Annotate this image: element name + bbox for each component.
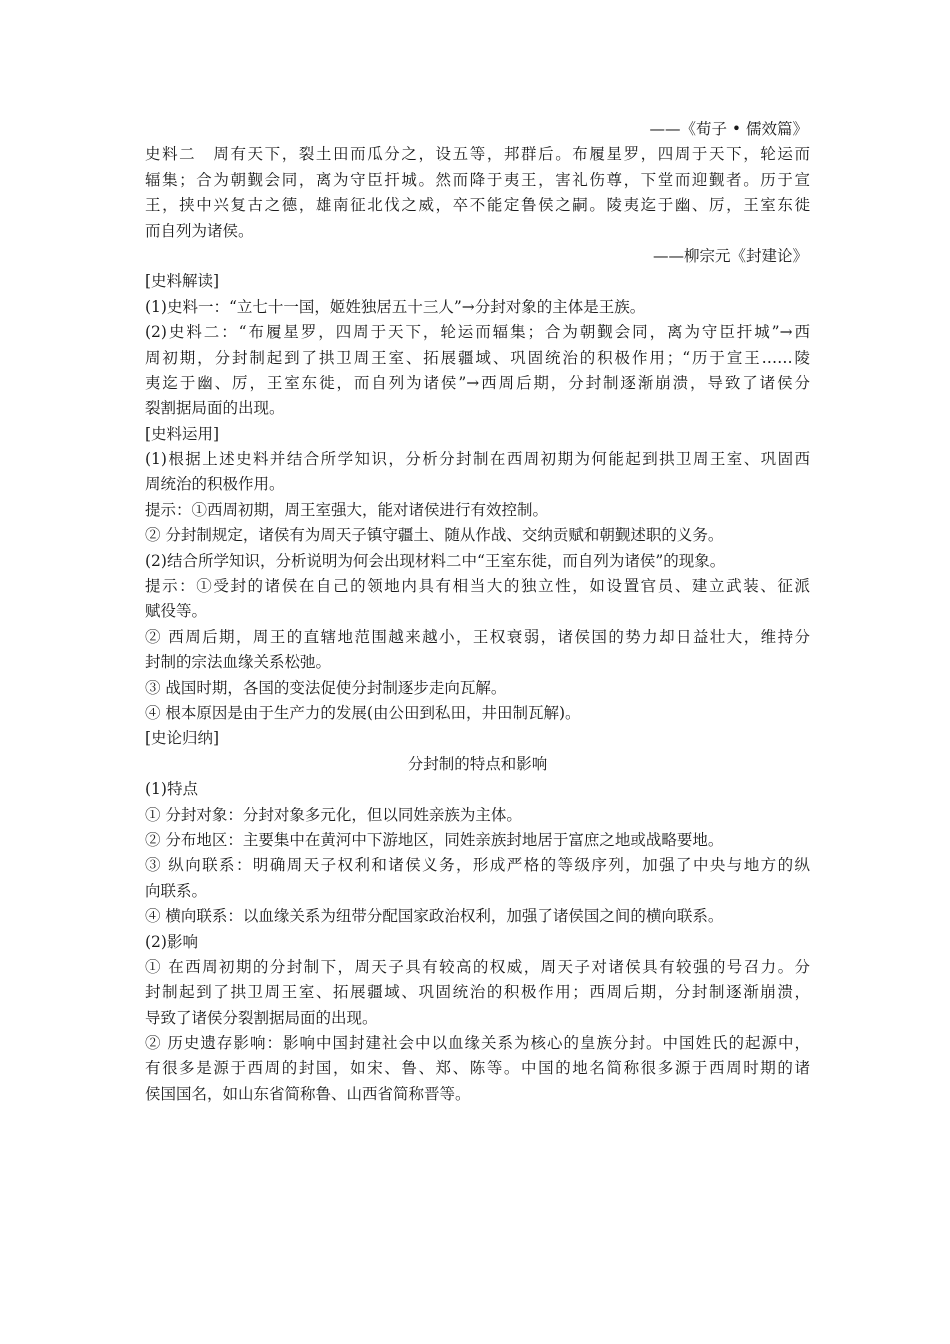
text-line: (1)史料一：“立七十一国，姬姓独居五十三人”→分封对象的主体是王族。: [145, 297, 646, 316]
text-line: 封制起到了拱卫周王室、拓展疆域、巩固统治的积极作用；西周后期，分封制逐渐崩溃，: [145, 983, 810, 1002]
text-line: 裂割据局面的出现。: [145, 399, 285, 418]
text-line: 而自列为诸侯。: [145, 221, 254, 240]
text-line: [史料运用]: [145, 424, 220, 443]
text-line: ——《荀子 • 儒效篇》: [649, 120, 808, 138]
text-line: 周统治的积极作用。: [145, 475, 285, 494]
text-line: ④ 根本原因是由于生产力的发展(由公田到私田，井田制瓦解)。: [145, 703, 581, 722]
text-line: 分封制的特点和影响: [407, 754, 548, 773]
text-line: 导致了诸侯分裂割据局面的出现。: [145, 1008, 378, 1027]
text-line: 夷迄于幽、厉，王室东徙，而自列为诸侯”→西周后期，分封制逐渐崩溃，导致了诸侯分: [145, 373, 810, 392]
text-line: 侯国国名，如山东省简称鲁、山西省简称晋等。: [145, 1084, 471, 1103]
text-line: (2)结合所学知识，分析说明为何会出现材料二中“王室东徙，而自列为诸侯”的现象。: [145, 551, 726, 570]
text-line: ② 西周后期，周王的直辖地范围越来越小，王权衰弱，诸侯国的势力却日益壮大，维持分: [145, 627, 810, 646]
text-line: 提示：①受封的诸侯在自己的领地内具有相当大的独立性，如设置官员、建立武装、征派: [145, 577, 810, 596]
text-line: 有很多是源于西周的封国，如宋、鲁、郑、陈等。中国的地名简称很多源于西周时期的诸: [145, 1059, 810, 1078]
text-line: (2)史料二：“布履星罗，四周于天下，轮运而辐集；合为朝觐会同，离为守臣扞城”→西: [145, 323, 810, 342]
text-line: ——柳宗元《封建论》: [652, 246, 808, 265]
text-line: (1)根据上述史料并结合所学知识，分析分封制在西周初期为何能起到拱卫周王室、巩固西: [145, 450, 810, 469]
text-line: 王，挟中兴复古之德，雄南征北伐之威，卒不能定鲁侯之嗣。陵夷迄于幽、厉，王室东徙: [145, 196, 810, 215]
text-line: ② 历史遗存影响：影响中国封建社会中以血缘关系为核心的皇族分封。中国姓氏的起源中，: [145, 1034, 810, 1053]
text-line: ① 在西周初期的分封制下，周天子具有较高的权威，周天子对诸侯具有较强的号召力。分: [145, 957, 810, 976]
document-body: [145, 117, 810, 1107]
text-line: (1)特点: [145, 780, 198, 799]
text-line: ③ 战国时期，各国的变法促使分封制逐步走向瓦解。: [145, 678, 507, 697]
text-line: (2)影响: [145, 932, 198, 951]
text-line: ② 分布地区：主要集中在黄河中下游地区，同姓亲族封地居于富庶之地或战略要地。: [145, 830, 724, 849]
text-line: 辐集；合为朝觐会同，离为守臣扞城。然而降于夷王，害礼伤尊，下堂而迎觐者。历于宣: [145, 170, 810, 189]
text-line: 周初期，分封制起到了拱卫周王室、拓展疆域、巩固统治的积极作用；“历于宣王……陵: [145, 348, 810, 367]
text-line: 向联系。: [145, 881, 208, 900]
text-line: ③ 纵向联系：明确周天子权利和诸侯义务，形成严格的等级序列，加强了中央与地方的纵: [145, 856, 810, 875]
text-line: 赋役等。: [145, 602, 208, 621]
text-line: ④ 横向联系：以血缘关系为纽带分配国家政治权利，加强了诸侯国之间的横向联系。: [145, 907, 724, 926]
text-line: [史论归纳]: [145, 729, 220, 748]
text-line: ② 分封制规定，诸侯有为周天子镇守疆土、随从作战、交纳贡赋和朝觐述职的义务。: [145, 526, 724, 545]
text-line: 史料二 周有天下，裂土田而瓜分之，设五等，邦群后。布履星罗，四周于天下，轮运而: [145, 145, 810, 164]
text-line: [史料解读]: [145, 272, 220, 291]
text-line: ① 分封对象：分封对象多元化，但以同姓亲族为主体。: [145, 805, 522, 824]
text-line: 封制的宗法血缘关系松弛。: [145, 653, 332, 672]
text-line: 提示：①西周初期，周王室强大，能对诸侯进行有效控制。: [145, 500, 549, 519]
